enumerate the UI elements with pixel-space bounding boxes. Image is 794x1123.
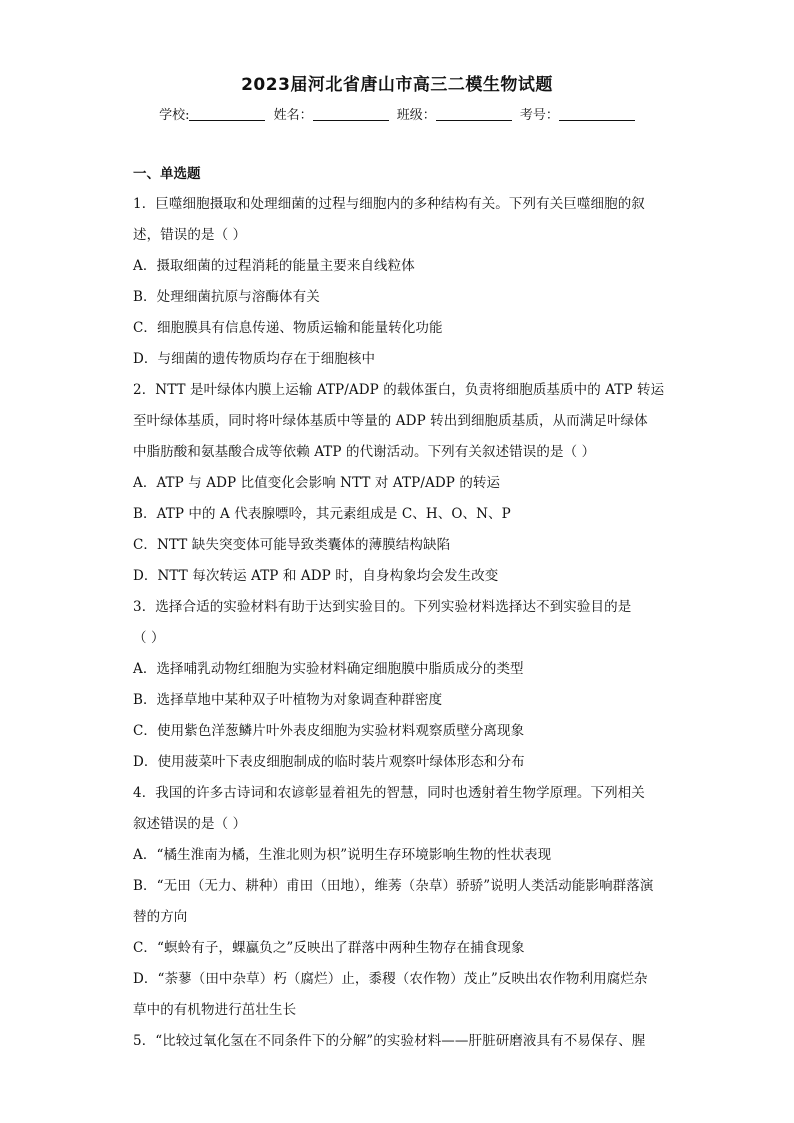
class-blank[interactable] (436, 108, 512, 121)
option-b[interactable]: B．“无田（无力、耕种）甫田（田地），维莠（杂草）骄骄”说明人类活动能影响群落演 (133, 878, 654, 894)
option-d[interactable]: D．“荼蓼（田中杂草）朽（腐烂）止，黍稷（农作物）茂止”反映出农作物利用腐烂杂 (133, 971, 648, 987)
exam-no-label: 考号： (519, 108, 559, 123)
option-b-continued[interactable]: 替的方向 (133, 909, 188, 925)
option-d[interactable]: D．使用菠菜叶下表皮细胞制成的临时装片观察叶绿体形态和分布 (133, 754, 525, 770)
school-blank[interactable] (189, 108, 265, 121)
question-stem: 述，错误的是（ ） (133, 227, 247, 243)
school-label: 学校: (159, 108, 190, 123)
option-a[interactable]: A．ATP 与 ADP 比值变化会影响 NTT 对 ATP/ADP 的转运 (133, 475, 501, 491)
option-c[interactable]: C．使用紫色洋葱鳞片叶外表皮细胞为实验材料观察质壁分离现象 (133, 723, 525, 739)
question-stem: 1．巨噬细胞摄取和处理细菌的过程与细胞内的多种结构有关。下列有关巨噬细胞的叙 (133, 196, 645, 212)
name-field (274, 104, 389, 123)
question-stem: 3．选择合适的实验材料有助于达到实验目的。下列实验材料选择达不到实验目的是 (133, 599, 632, 615)
question-stem: 4．我国的许多古诗词和农谚彰显着祖先的智慧，同时也透射着生物学原理。下列相关 (133, 785, 645, 801)
name-label: 姓名： (273, 108, 313, 123)
section-heading: 一、单选题 (133, 166, 201, 182)
option-b[interactable]: B．处理细菌抗原与溶酶体有关 (133, 289, 320, 305)
question-stem: 至叶绿体基质，同时将叶绿体基质中等量的 ADP 转出到细胞质基质，从而满足叶绿体 (133, 413, 648, 429)
questions-area (133, 163, 663, 1057)
option-a[interactable]: A．选择哺乳动物红细胞为实验材料确定细胞膜中脂质成分的类型 (133, 661, 524, 677)
option-d[interactable]: D．与细菌的遗传物质均存在于细胞核中 (133, 351, 376, 367)
option-b[interactable]: B．选择草地中某种双子叶植物为对象调查种群密度 (133, 692, 443, 708)
option-c[interactable]: C．NTT 缺失突变体可能导致类囊体的薄膜结构缺陷 (133, 537, 451, 553)
option-a[interactable]: A．“橘生淮南为橘，生淮北则为枳”说明生存环境影响生物的性状表现 (133, 847, 552, 863)
class-label: 班级： (396, 108, 436, 123)
exam-no-blank[interactable] (559, 108, 635, 121)
question-stem: （ ） (133, 630, 165, 646)
question-stem: 5．“比较过氧化氢在不同条件下的分解”的实验材料——肝脏研磨液具有不易保存、腥 (133, 1033, 646, 1049)
question-stem: 叙述错误的是（ ） (133, 816, 247, 832)
question-stem: 2．NTT 是叶绿体内膜上运输 ATP/ADP 的载体蛋白，负责将细胞质基质中的 ATP 转运 (133, 382, 665, 398)
name-blank[interactable] (313, 108, 389, 121)
question-stem: 中脂肪酸和氨基酸合成等依赖 ATP 的代谢活动。下列有关叙述错误的是（ ） (133, 444, 596, 460)
option-a[interactable]: A．摄取细菌的过程消耗的能量主要来自线粒体 (133, 258, 415, 274)
exam-no-field (520, 104, 635, 123)
option-d[interactable]: D．NTT 每次转运 ATP 和 ADP 时，自身构象均会发生改变 (133, 568, 499, 584)
student-info-row (0, 104, 794, 123)
question-1 (133, 189, 663, 375)
question-2 (133, 375, 663, 592)
option-c[interactable]: C．“螟蛉有子，蜾蠃负之”反映出了群落中两种生物存在捕食现象 (133, 940, 525, 956)
exam-title: 2023届河北省唐山市高三二模生物试题 (241, 75, 553, 95)
option-b[interactable]: B．ATP 中的 A 代表腺嘌呤，其元素组成是 C、H、O、N、P (133, 506, 511, 522)
school-field (159, 104, 265, 123)
option-c[interactable]: C．细胞膜具有信息传递、物质运输和能量转化功能 (133, 320, 443, 336)
option-d-continued[interactable]: 草中的有机物进行茁壮生长 (133, 1002, 297, 1018)
question-4 (133, 778, 663, 1026)
class-field (397, 104, 512, 123)
question-5 (133, 1026, 663, 1057)
question-3 (133, 592, 663, 778)
